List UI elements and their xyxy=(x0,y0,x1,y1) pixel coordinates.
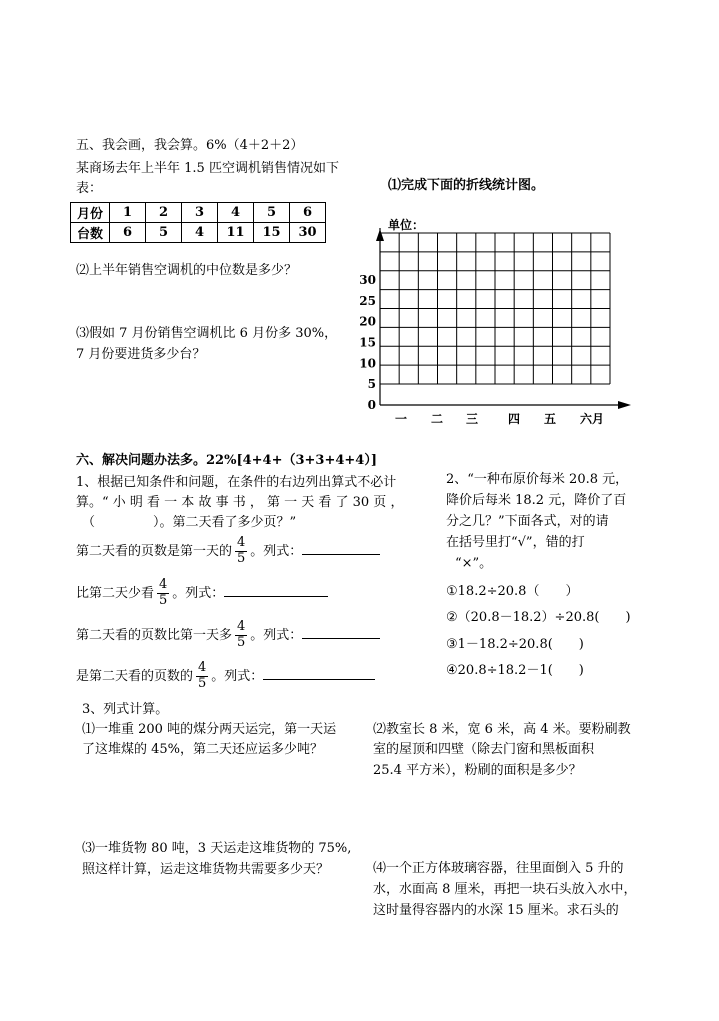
option-4[interactable]: ④20.8÷18.2－1( ) xyxy=(446,663,584,678)
problem2-line2: 降价后每米 18.2 元，降价了百 xyxy=(446,493,627,508)
question-3-line1: ⑶假如 7 月份销售空调机比 6 月份多 30%， xyxy=(76,326,338,341)
fraction-four-fifths: $\frac{4}{5}$ xyxy=(237,619,246,650)
table-cell: 4 xyxy=(218,203,254,223)
condition-text: 是第二天看的页数的 xyxy=(76,668,194,684)
condition-3 xyxy=(76,620,380,651)
chart-x-tick-labels xyxy=(395,411,604,426)
section5-intro-line1: 某商场去年上半年 1.5 匹空调机销售情况如下 xyxy=(76,161,339,176)
problem3-q4-line2: 水，水面高 8 厘米，再把一块石头放入水中， xyxy=(373,882,637,897)
question-text: ）。第二天看了多少页？” xyxy=(153,515,297,530)
chart-axes xyxy=(376,228,631,409)
row-label-count: 台数 xyxy=(71,223,110,243)
fraction-four-fifths: $\frac{4}{5}$ xyxy=(198,660,207,691)
condition-4 xyxy=(76,661,375,692)
x-tick-label: 六月 xyxy=(579,412,605,426)
x-tick-label: 二 xyxy=(430,412,444,426)
section5-title: 五、我会画，我会算。6%（4＋2＋2） xyxy=(76,138,304,153)
option-1[interactable]: ①18.2÷20.8（ ） xyxy=(446,584,579,599)
problem2-line5: “×”。 xyxy=(455,556,493,571)
problem3-q1-line1: ⑴一堆重 200 吨的煤分两天运完，第一天运 xyxy=(82,722,337,737)
problem2-line3: 分之几？”下面各式，对的请 xyxy=(446,514,609,529)
x-tick-label: 一 xyxy=(394,412,408,426)
problem3-q2-line1: ⑵教室长 8 米，宽 6 米，高 4 米。要粉刷教 xyxy=(373,722,631,737)
option-3[interactable]: ③1－18.2÷20.8( ) xyxy=(446,637,584,652)
table-cell: 4 xyxy=(182,223,218,243)
problem1-line2: 算。“ 小 明 看 一 本 故 事 书 ， 第 一 天 看 了 30 页 ， xyxy=(76,495,404,510)
y-tick-label: 0 xyxy=(367,398,376,412)
section6-title: 六、解决问题办法多。22%[4+4+（3+3+4+4）] xyxy=(76,453,377,468)
table-cell: 6 xyxy=(290,203,326,223)
x-tick-label: 三 xyxy=(465,412,479,426)
problem3-q4-line1: ⑷一个正方体玻璃容器，往里面倒入 5 升的 xyxy=(373,861,624,876)
condition-1 xyxy=(76,536,380,567)
y-tick-label: 15 xyxy=(359,335,376,350)
chart-unit-label: 单位： xyxy=(388,218,425,232)
y-tick-label: 5 xyxy=(367,377,376,392)
option-2[interactable]: ②（20.8－18.2）÷20.8( ) xyxy=(446,610,631,625)
problem3-q1-line2: 了这堆煤的 45%，第二天还应运多少吨？ xyxy=(82,742,324,757)
problem3-q3-line1: ⑶一堆货物 80 吨，3 天运走这堆货物的 75%, xyxy=(82,841,352,856)
formula-label: 。列式： xyxy=(250,543,303,559)
formula-label: 。列式： xyxy=(211,668,264,684)
question-2-median: ⑵上半年销售空调机的中位数是多少？ xyxy=(76,263,298,278)
problem3-q3-line2: 照这样计算，运走这堆货物共需要多少天？ xyxy=(82,862,330,877)
problem3-q2-line2: 室的屋顶和四壁（除去门窗和黑板面积 xyxy=(373,742,595,757)
fraction-four-fifths: $\frac{4}{5}$ xyxy=(159,577,168,608)
formula-blank[interactable] xyxy=(263,667,375,680)
condition-text: 比第二天少看 xyxy=(76,585,155,601)
condition-text: 第二天看的页数是第一天的 xyxy=(76,543,233,559)
y-axis-arrow xyxy=(376,229,384,241)
question-3-line2: 7 月份要进货多少台？ xyxy=(76,347,206,362)
formula-blank[interactable] xyxy=(302,626,380,639)
condition-text: 第二天看的页数比第一天多 xyxy=(76,627,233,643)
table-cell: 5 xyxy=(146,223,182,243)
problem3-q4-line3: 这时量得容器内的水深 15 厘米。求石头的 xyxy=(373,903,619,918)
x-tick-label: 五 xyxy=(543,412,557,426)
problem2-line1: 2、“一种布原价每米 20.8 元， xyxy=(446,472,629,487)
chart-grid-lines xyxy=(380,233,610,384)
chart-y-tick-labels xyxy=(359,273,376,412)
formula-label: 。列式： xyxy=(250,627,303,643)
table-cell: 2 xyxy=(146,203,182,223)
fraction-four-fifths: $\frac{4}{5}$ xyxy=(237,535,246,566)
problem3-q2-line3: 25.4 平方米），粉刷的面积是多少？ xyxy=(373,763,582,778)
problem1-line3 xyxy=(82,516,296,529)
table-cell: 6 xyxy=(110,223,146,243)
problem2-line4: 在括号里打“√”，错的打 xyxy=(446,535,585,550)
table-cell: 30 xyxy=(290,223,326,243)
problem3-title: 3、列式计算。 xyxy=(82,702,169,717)
y-tick-label: 20 xyxy=(359,314,376,329)
y-tick-label: 10 xyxy=(359,356,376,371)
row-label-month: 月份 xyxy=(71,203,110,223)
condition-2 xyxy=(76,578,328,609)
table-cell: 5 xyxy=(254,203,290,223)
table-cell: 15 xyxy=(254,223,290,243)
open-paren: （ xyxy=(82,515,96,530)
table-cell: 11 xyxy=(218,223,254,243)
section5-intro-line2: 表： xyxy=(76,181,103,196)
formula-blank[interactable] xyxy=(302,542,380,555)
x-tick-label: 四 xyxy=(507,412,521,426)
line-chart-grid xyxy=(0,0,719,440)
table-cell: 3 xyxy=(182,203,218,223)
formula-blank[interactable] xyxy=(224,584,328,597)
problem1-line1: 1、根据已知条件和问题，在条件的右边列出算式不必计 xyxy=(76,475,397,490)
question-1-chart: ⑴完成下面的折线统计图。 xyxy=(388,178,545,193)
y-tick-label: 25 xyxy=(359,293,376,308)
x-axis-arrow xyxy=(618,401,631,409)
y-tick-label: 30 xyxy=(359,273,376,287)
formula-label: 。列式： xyxy=(172,585,225,601)
table-cell: 1 xyxy=(110,203,146,223)
